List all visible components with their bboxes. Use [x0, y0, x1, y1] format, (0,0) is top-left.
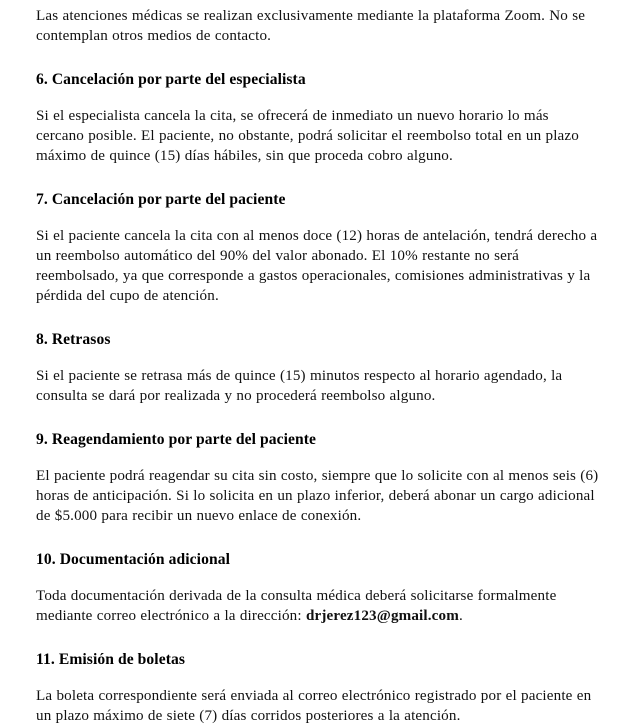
- spacer: [36, 350, 600, 366]
- spacer: [36, 46, 600, 70]
- section-paragraph-11: La boleta correspondiente será enviada al correo electrónico registrado por el paciente en un plazo máximo de siete (7) días corridos posteriores a la atención.: [36, 688, 592, 724]
- section-heading-7: 7. Cancelación por parte del paciente: [36, 191, 286, 208]
- section-paragraph-9: El paciente podrá reagendar su cita sin costo, siempre que lo solicite con al menos seis (6) horas de anticipación. Si lo solicita en un plazo inferior, deberá abonar un cargo adicional de $5.000 para recibir un nuevo enlace de conexión.: [36, 468, 599, 524]
- spacer: [36, 670, 600, 686]
- document-body: [36, 6, 600, 726]
- section-heading-6: 6. Cancelación por parte del especialista: [36, 71, 306, 88]
- section-heading-10: 10. Documentación adicional: [36, 551, 230, 568]
- spacer: [36, 526, 600, 550]
- spacer: [36, 406, 600, 430]
- spacer: [36, 306, 600, 330]
- spacer: [36, 626, 600, 650]
- section-paragraph-8: Si el paciente se retrasa más de quince (15) minutos respecto al horario agendado, la consulta se dará por realizada y no procederá reembolso alguno.: [36, 368, 563, 404]
- spacer: [36, 570, 600, 586]
- section-heading-11: 11. Emisión de boletas: [36, 651, 186, 668]
- section-paragraph-7: Si el paciente cancela la cita con al menos doce (12) horas de antelación, tendrá derecho a un reembolso automático del 90% del valor abonado. El 10% restante no será reembolsado, ya que corresponde a gastos operacionales, comisiones administrativas y la pérdida del cupo de atención.: [36, 228, 598, 304]
- spacer: [36, 90, 600, 106]
- contact-email: drjerez123@gmail.com: [305, 608, 459, 624]
- spacer: [36, 210, 600, 226]
- section-heading-9: 9. Reagendamiento por parte del paciente: [36, 431, 317, 448]
- documentation-text-lead: Toda documentación derivada de la consulta médica deberá solicitarse formalmente mediante correo electrónico a la dirección:: [36, 588, 557, 624]
- spacer: [36, 450, 600, 466]
- section-paragraph-6: Si el especialista cancela la cita, se ofrecerá de inmediato un nuevo horario lo más cercano posible. El paciente, no obstante, podrá solicitar el reembolso total en un plazo máximo de quince (15) días hábiles, sin que proceda cobro alguno.: [36, 108, 579, 164]
- spacer: [36, 166, 600, 190]
- section-heading-8: 8. Retrasos: [36, 331, 111, 348]
- documentation-text-tail: .: [458, 608, 463, 624]
- section-paragraph-10: [36, 586, 600, 626]
- intro-paragraph: Las atenciones médicas se realizan exclusivamente mediante la plataforma Zoom. No se contemplan otros medios de contacto.: [36, 8, 586, 44]
